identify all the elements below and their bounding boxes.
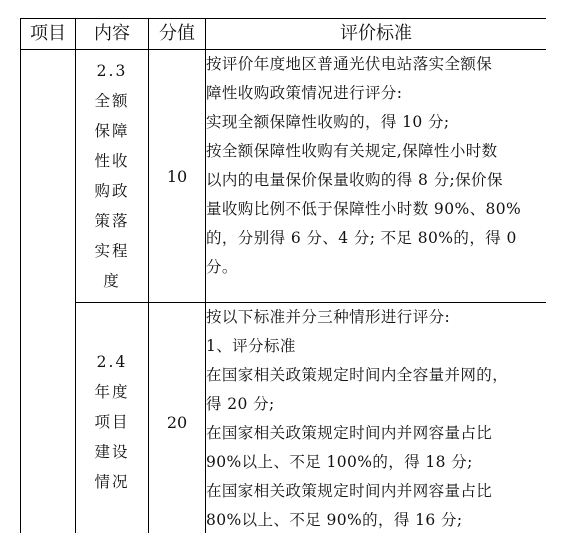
criteria-line: 分。 [206, 258, 238, 276]
header-content: 内容 [76, 19, 149, 50]
content-cell [76, 303, 149, 533]
header-score: 分值 [149, 19, 206, 50]
score-cell: 20 [149, 303, 206, 533]
criteria-line: 80%以上、不足 90%的，得 16 分; [206, 511, 463, 529]
criteria-line: 的，分别得 6 分、4 分; 不足 80%的，得 0 [206, 229, 517, 247]
criteria-line: 在国家相关政策规定时间内全容量并网的， [206, 366, 509, 384]
criteria-line: 按全额保障性收购有关规定,保障性小时数 [206, 142, 498, 160]
header-criteria: 评价标准 [206, 19, 547, 50]
document-page [20, 18, 546, 533]
header-row [21, 19, 547, 50]
content-text: 2.4年度项目建设情况 [94, 353, 130, 491]
content-text: 2.3全额保障性收购政策落实程度 [94, 62, 130, 290]
criteria-line: 实现全额保障性收购的，得 10 分; [206, 113, 450, 131]
score-cell: 10 [149, 50, 206, 303]
table-row [21, 50, 547, 303]
criteria-line: 得 20 分; [206, 395, 275, 413]
criteria-line: 90%以上、不足 100%的，得 18 分; [206, 453, 473, 471]
criteria-line: 在国家相关政策规定时间内并网容量占比 [206, 424, 493, 442]
item-cell [21, 50, 76, 533]
criteria-line: 按评价年度地区普通光伏电站落实全额保 [206, 55, 493, 73]
header-item: 项目 [21, 19, 76, 50]
criteria-cell [206, 50, 547, 303]
criteria-line: 障性收购政策情况进行评分: [206, 84, 403, 102]
criteria-line: 以内的电量保价保量收购的得 8 分;保价保 [206, 171, 503, 189]
table-row [21, 303, 547, 533]
criteria-cell [206, 303, 547, 533]
criteria-line: 按以下标准并分三种情形进行评分: [206, 308, 451, 326]
evaluation-table [20, 18, 546, 533]
criteria-line: 在国家相关政策规定时间内并网容量占比 [206, 482, 493, 500]
criteria-line: 1、评分标准 [206, 337, 296, 355]
criteria-line: 量收购比例不低于保障性小时数 90%、80% [206, 200, 522, 218]
content-cell [76, 50, 149, 303]
